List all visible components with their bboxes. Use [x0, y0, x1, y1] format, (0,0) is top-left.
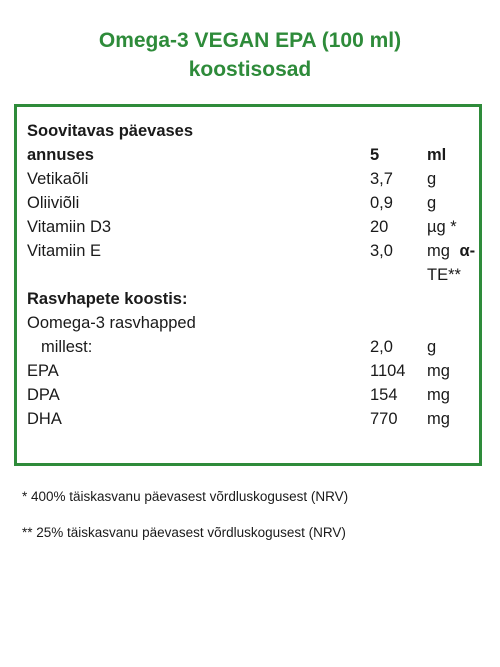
- row-name: Vitamiin D3: [27, 218, 112, 236]
- row-amount: 154: [370, 386, 398, 404]
- row-amount: 3,7: [370, 170, 393, 188]
- row-name: Oliiviõli: [27, 194, 80, 212]
- omega-label: Oomega-3 rasvhapped: [27, 314, 196, 332]
- fatty-acids-heading: Rasvhapete koostis:: [27, 290, 188, 308]
- row-unit: [427, 240, 475, 262]
- row-amount: 20: [370, 218, 389, 236]
- header-label-line2: annuses: [27, 146, 94, 164]
- row-unit: µg *: [427, 218, 457, 236]
- row-name: EPA: [27, 362, 59, 380]
- footnote-1: * 400% täiskasvanu päevasest võrdluskogusest (NRV): [22, 489, 349, 504]
- row-amount: 0,9: [370, 194, 393, 212]
- row-unit: mg: [427, 386, 450, 404]
- row-unit: g: [427, 338, 437, 356]
- row-name: millest:: [41, 338, 93, 356]
- header-label-line1: Soovitavas päevases: [27, 122, 194, 140]
- row-unit: g: [427, 194, 437, 212]
- header-unit: ml: [427, 146, 447, 164]
- row-amount: 3,0: [370, 242, 393, 260]
- row-unit: mg: [427, 362, 450, 380]
- row-name: Vitamiin E: [27, 242, 101, 260]
- row-amount: 770: [370, 410, 398, 428]
- footnote-2: ** 25% täiskasvanu päevasest võrdluskogusest (NRV): [22, 525, 346, 540]
- row-unit: mg: [427, 410, 450, 428]
- page-title: [0, 26, 500, 84]
- title-line-2: koostisosad: [188, 58, 312, 81]
- title-line-1: Omega-3 VEGAN EPA (100 ml): [98, 29, 402, 52]
- row-unit-line2: TE**: [427, 266, 461, 284]
- row-name: Vetikaõli: [27, 170, 89, 188]
- row-name: DHA: [27, 410, 62, 428]
- row-unit: g: [427, 170, 437, 188]
- header-amount: 5: [370, 146, 380, 164]
- row-unit-main: mg: [427, 242, 450, 260]
- row-amount: 2,0: [370, 338, 393, 356]
- row-unit-alpha: α-: [459, 242, 476, 260]
- ingredients-table: [14, 104, 482, 466]
- row-name: DPA: [27, 386, 60, 404]
- row-amount: 1104: [370, 362, 406, 380]
